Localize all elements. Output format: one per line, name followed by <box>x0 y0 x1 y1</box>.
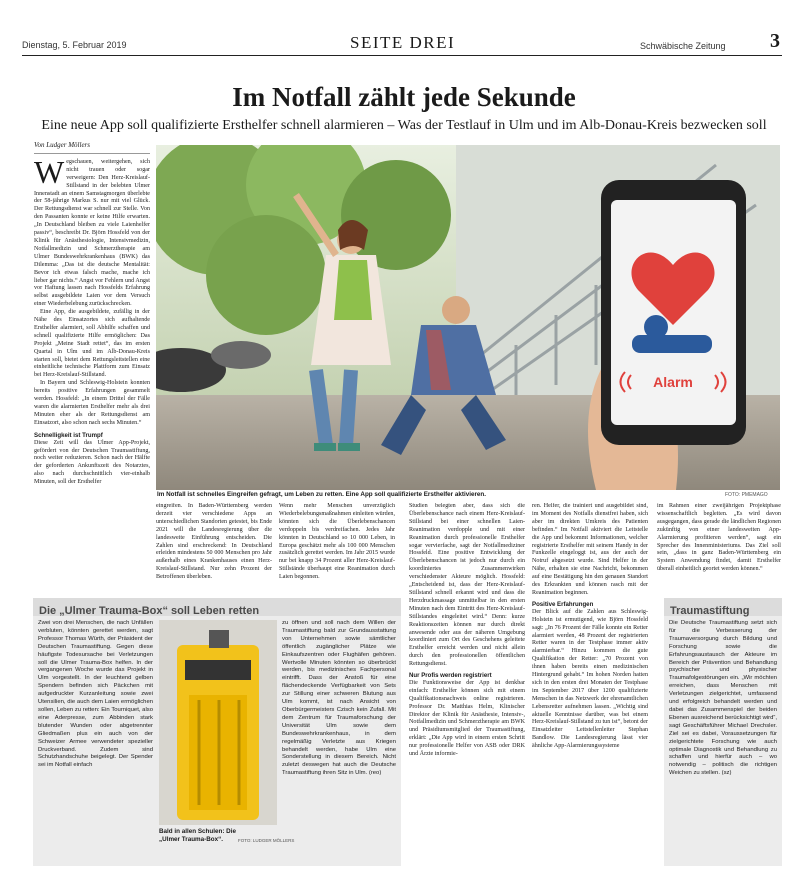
paper-name: Schwäbische Zeitung <box>640 41 726 51</box>
column-6: im Rahmen einer zweijährigen Projektphase wissenschaftlich begleiten. „Es wird davon ausgegangen, dass gerade die ländlichen Regionen zukünftig von einer landesweiten App-Alarmierung profitieren werden“, sagt ein Sprecher des Innenministeriums. Das Ziel soll sein, „dass in ganz Baden-Württemberg ein System Anwendung findet, damit Ersthelfer überall einheitlich geortet werden können.“ <box>657 503 781 573</box>
column-4-text: Studien belegten aber, dass sich die Überlebenschance nach einem Herz-Kreislauf-Stillstand bei einer schnellen Laien-Reanimation verdopple und mit einer Reanimation durch professionelle Ersthelfer sogar vervierfache, sagt der Notfallmediziner Hossfeld. Eine positive Entwicklung der Überlebenschancen ist jedoch nur durch ein koordiniertes Zusammenwirken verschiedenster Akteure möglich. Hossfeld: „Entscheidend ist, dass der Herz-Kreislauf-Stillstand schnell erkannt wird und dass die Herzdruckmassage unmittelbar in den ersten Minuten nach dem Eintritt des Herz-Kreislauf-Stillstandes eingeleitet wird.“ Denn: kurze Reaktionszeiten können nur durch direkt anwesende oder aus der näheren Umgebung koordiniert zum Ort des Geschehens geleitete Ersthelfer erreicht werden und nicht allein durch den professionellen öffentlichen Rettungsdienst. <box>409 503 525 668</box>
column-5 <box>532 503 648 863</box>
headline: Im Notfall zählt jede Sekunde <box>232 82 576 112</box>
trauma-box <box>33 598 401 866</box>
lead-paragraph-3: In Bayern und Schleswig-Holstein konnten bereits positive Erfahrungen gesammelt werden. Hossfeld: „In einem Drittel der Fälle waren die alarmierten Ersthelfer mehr als drei Minuten eher als der Rettungsdienst am Einsatzort, also schon nach sechs Minuten.“ <box>34 380 150 426</box>
phone-alarm-label: Alarm <box>653 374 693 390</box>
issue-date: Dienstag, 5. Februar 2019 <box>22 40 127 50</box>
column-4 <box>409 503 525 863</box>
trauma-box-title: Die „Ulmer Trauma-Box“ soll Leben retten <box>39 605 260 617</box>
column-3: Wenn mehr Menschen unverzüglich Wiederbelebungsmaßnahmen einleiten würden, könnten sich die Überlebenschancen verdoppeln bis verdreifachen. Jedes Jahr könnten in Deutschland so 10 000 Leben, in Europa geschätzt mehr als 100 000 Menschen zusätzlich gerettet werden. Im Jahr 2015 wurde nur bei knapp 34 Prozent aller Herz-Kreislauf-Stillstände überhaupt eine Reanimation durch Laien begonnen. <box>279 503 395 581</box>
trauma-box-caption: Bald in allen Schulen: Die „Ulmer Trauma-Box“. <box>159 828 236 843</box>
stiftung-box <box>664 598 782 866</box>
column-4-tail: Die Funktionsweise der App ist denkbar einfach: Ersthelfer können sich mit einem Qualifikationsnachweis online registrieren. Professor Dr. Matthias Helm, Klinischer Direktor der Klinik für Anästhesie, Intensiv-, Notfallmedizin und Schmerztherapie am BWK und Präsidiumsmitglied der Traumastiftung, erklärt: „Die App wird in einem ersten Schritt nur professionelle Helfer von ASB oder DRK und Ärzte informie- <box>409 679 525 758</box>
photo-credit: FOTO: PMEMAGO <box>725 492 768 498</box>
lead-paragraph-1: egschauen, weitergehen, sich nicht trauen oder sogar verweigern: Den Herz-Kreislauf-Stillstand in der belebten Ulmer Innenstadt an einem Samstagmorgen überlebte der 58-jährige Markus S. nur mit viel Glück. Der Rettungsdienst war schnell zur Stelle. Von den Passanten konnte er keine Hilfe erwarten. „In Deutschland bleiben zu viele Laienhelfer passiv“, beschreibt Dr. Björn Hossfeld von der Klinik für Anästhesiologie, Intensivmedizin, Notfallmedizin und Schmerztherapie am Ulmer Bundeswehrkrankenhaus (BWK) das Dilemma: „Das ist die deutsche Mentalität: Bevor ich etwas falsch mache, mache ich lieber gar nichts.“ Angst vor Fehlern und Angst vor Haftung lassen nach Hossfelds Erfahrung selbst ausgebildete Laien vor dem Versuch einer Wiederbelebung zurückschrecken. <box>34 158 150 308</box>
column-4-subheading: Nur Profis werden registriert <box>409 672 492 680</box>
main-photo <box>156 145 780 490</box>
byline: Von Ludger Möllers <box>34 142 150 154</box>
trauma-box-illustration <box>159 620 277 825</box>
column-5-text: ren. Helfer, die trainiert und ausgebildet sind, im Moment des Notfalls dienstfrei haben, sich aber im direkten Umkreis des Patienten befinden.“ Im Notfall aktiviert die Leitstelle die App und bekommt Informationen, welcher registrierte Ersthelfer mit seinem Handy in der Funkzelle eingeloggt ist, aus der auch der Notruf abgesetzt wurde. Sind Helfer in der Nähe, erhalten sie eine Nachricht, bekommen auf eine Bestätigung hin den genauen Standort des Erkrankten und können rasch mit der Reanimation beginnen. <box>532 503 648 596</box>
trauma-box-credit: FOTO: LUDGER MÖLLERS <box>238 838 295 843</box>
stiftung-box-text: Die Deutsche Traumastiftung setzt sich für die Verbesserung der Traumaversorgung durch Bildung und Forschung sowie die Erfahrungsaustausch der Akteure im Bereich der Prävention und Behandlung psychischer und physischer Traumafolgestörungen ein. „Wir möchten erreichen, dass Menschen mit Verletzungen zielgerichtet, umfassend und erfolgreich behandelt werden und dabei das Zusammenspiel der beiden Ebenen ausreichend berücksichtigt wird“, sagt Geschäftsführer Michael Drechsler. Ziel sei es dabei, Voraussetzungen für zielgerichtete Forschung wie auch optimale Diagnostik und Behandlung zu schaffen und hierfür auch – wo notwendig – politisch die richtigen Weichen zu stellen. (sz) <box>669 620 777 777</box>
lead-paragraph-4: Diese Zeit will das Ulmer App-Projekt, gefördert von der Deutschen Traumastiftung, noch weiter reduzieren. Schon nach der Hälfte der geforderten Ankunftszeit des Notarztes, also nach durchschnittlich vier-einhalb Minuten, soll der Ersthelfer <box>34 439 150 486</box>
trauma-box-column-3: zu öffnen und soll nach dem Willen der Traumastiftung bald zur Grundausstattung von Unternehmen sowie sämtlicher öffentlich zugänglicher Plätze wie Einkaufszentren oder Flughäfen gehören. Wertvolle Minuten könnten so überbrückt werden, bis medizinisches Fachpersonal eintrifft. Dass der Anstoß für eine flächendeckende Verfügbarkeit von Sets zur Stillung einer schweren Blutung aus Ulm kommt, ist nach Ansicht von Oberbürgermeisters Czisch kein Zufall. Mit dem Zentrum für Traumaforschung der Universität Ulm sowie dem Bundeswehrkrankenhaus, in dem regelmäßig Verletzte aus Kriegen behandelt werden, habe Ulm eine Sonderstellung in diesem Bereich. Nicht zuletzt deswegen hat auch die Deutsche Traumastiftung ihren Sitz in Ulm. (reo) <box>282 620 396 777</box>
trauma-box-column-1: Zwei von drei Menschen, die nach Unfällen verbluten, könnten gerettet werden, sagt Professor Thomas Würth, der Präsident der Deutschen Traumastiftung. Gegen diese häufigste Todesursache bei Verletzungen soll die Ulmer Trauma-Box helfen. In der vergangenen Woche wurde das Projekt in Ulm vorgestellt. In der leuchtend gelben Spendern befinden sich Päckchen mit aufgedruckter Kurzanleitung sowie zwei Utensilien, die auch dem Laien ermöglichen sollen, Leben zu retten: Ein Tourniquet, also eine Aderpresse, zum Abbinden stark blutender Wunden oder abgetrennter Gliedmaßen plus ein auch von der Schweizer Armee verwendeter spezieller Druckverband. Zudem sind Schutzhandschuhe beigelegt. Der Spender sei im Notfall einfach <box>38 620 153 769</box>
photo-illustration <box>156 145 780 490</box>
lead-column <box>34 142 150 577</box>
lead-subheading: Schnelligkeit ist Trumpf <box>34 431 103 439</box>
stiftung-box-header <box>664 598 782 616</box>
header-rule <box>22 55 782 56</box>
trauma-box-header <box>33 598 401 616</box>
trauma-box-photo <box>159 620 277 825</box>
column-5-subheading: Positive Erfahrungen <box>532 600 594 608</box>
page-number: 3 <box>770 30 780 52</box>
photo-caption: Im Notfall ist schnelles Eingreifen gefragt, um Leben zu retten. Eine App soll qualifizierte Ersthelfer aktivieren. <box>157 491 487 498</box>
section-title: SEITE DREI <box>350 33 456 52</box>
column-5-tail: Der Blick auf die Zahlen aus Schleswig-Holstein ist ermutigend, wie Björn Hossfeld sagt: „In 76 Prozent der Fälle konnte ein Retter alarmiert werden, 48 Prozent der registrierten Retter waren in der Testphase immer aktiv alarmierbar.“ Hinzu kommen die gute Qualifikation der Retter: „70 Prozent von ihnen haben bereits einen medizinischen Hintergrund gehabt.“ Im hohen Norden hatten sich in den ersten drei Monaten der Testphase im September 2017 über 1200 qualifizierte Menschen in das Netzwerk der ehrenamtlichen Lebensretter aufnehmen lassen. „Wichtig sind aktuelle Kenntnisse darüber, was bei einem Herz-Kreislauf-Stillstand zu tun ist“, betont der Einsatzleiter Leitstellenleiter Stephan Bandlow. Die Landesregierung lässt vier ähnliche App-Alarmierungssysteme <box>532 608 648 750</box>
dropcap: W <box>34 153 65 190</box>
subheadline: Eine neue App soll qualifizierte Ersthelfer schnell alarmieren – Was der Testlauf in Ulm und im Alb-Donau-Kreis bezwecken soll <box>41 118 767 133</box>
stiftung-box-title: Traumastiftung <box>670 605 750 617</box>
column-2: eingreifen. In Baden-Württemberg werden derzeit vier verschiedene Apps an unterschiedlichen Standorten getestet, bis Ende 2021 will die Landesregierung über die landesweite Einführung entscheiden. Die Zahlen sind erschreckend: In Deutschland erleiden mindestens 50 000 Menschen pro Jahr außerhalb eines Krankenhauses einen Herz-Kreislauf-Stillstand. Nur zehn Prozent der Betroffenen überleben. <box>156 503 272 581</box>
lead-paragraph-2: Eine App, die ausgebildete, zufällig in der Nähe des Einsatzortes sich aufhaltende Ersthelfer alarmiert, soll Abhilfe schaffen und schnell qualifizierte Hilfe ermöglichen: Das Projekt „Meine Stadt rettet“, das im ersten Quartal in Ulm und im Alb-Donau-Kreis starten soll, bietet dem Rettungsleitstellen eine einheitliche technische Plattform zum Einsatz bei Herz-Kreislauf-Stillstand. <box>34 309 150 379</box>
